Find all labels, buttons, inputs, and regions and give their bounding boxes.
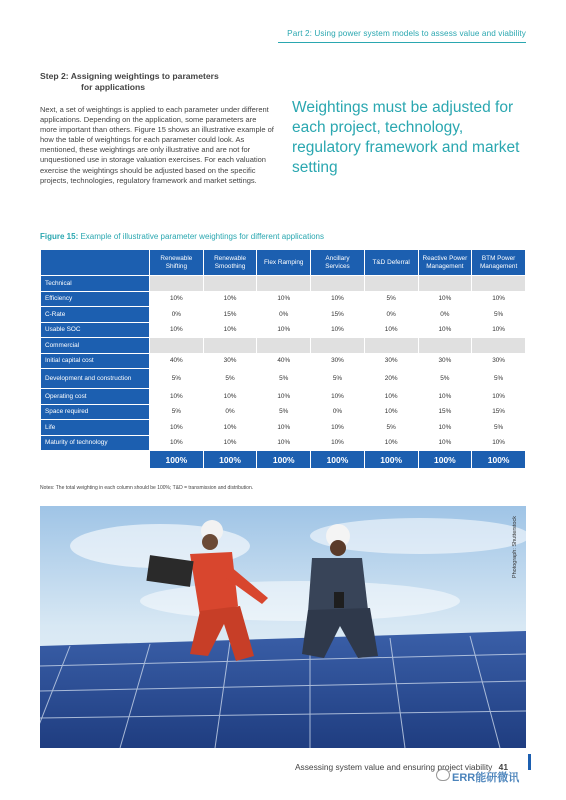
table-cell: 5% (150, 369, 203, 388)
solar-workers-photo (40, 506, 526, 748)
table-row (41, 307, 525, 322)
table-cell: 0% (257, 307, 310, 322)
table-cell (472, 338, 525, 353)
total-cell: 100% (419, 451, 472, 468)
table-cell: 10% (311, 420, 364, 435)
table-cell (419, 338, 472, 353)
total-cell: 100% (365, 451, 418, 468)
footer-title: Assessing system value and ensuring project viability (294, 762, 493, 772)
row-label: Life (41, 420, 149, 435)
table-cell: 10% (257, 420, 310, 435)
table-row (41, 323, 525, 338)
table-cell: 15% (472, 405, 525, 420)
table-cell (150, 338, 203, 353)
table-cell: 5% (419, 369, 472, 388)
header-rule (278, 42, 526, 43)
table-cell: 10% (150, 389, 203, 404)
table-cell: 30% (204, 354, 257, 369)
table-cell: 10% (311, 436, 364, 451)
photo-credit: Photograph: Shutterstock (512, 516, 518, 579)
table-cell: 10% (150, 323, 203, 338)
page-number: 41 (498, 762, 508, 772)
table-cell: 15% (419, 405, 472, 420)
table-cell: 10% (419, 389, 472, 404)
table-cell: 10% (257, 323, 310, 338)
table-cell: 10% (204, 323, 257, 338)
table-cell: 40% (150, 354, 203, 369)
running-head: Part 2: Using power system models to assess value and viability (287, 29, 526, 38)
table-cell: 0% (365, 307, 418, 322)
column-header: T&D Deferral (365, 250, 418, 275)
table-header-row (41, 250, 525, 275)
table-row (41, 420, 525, 435)
figure-caption-text: Example of illustrative parameter weightings for different applications (80, 232, 324, 241)
table-cell: 5% (365, 420, 418, 435)
total-cell: 100% (150, 451, 203, 468)
table-cell: 0% (150, 307, 203, 322)
table-cell: 5% (257, 369, 310, 388)
column-header: Renewable Shifting (150, 250, 203, 275)
page-marker (528, 754, 531, 770)
table-cell: 5% (472, 307, 525, 322)
table-cell: 5% (472, 369, 525, 388)
row-label: Commercial (41, 338, 149, 353)
table-cell: 10% (311, 292, 364, 307)
table-cell: 10% (472, 323, 525, 338)
row-label: Technical (41, 276, 149, 291)
table-cell: 10% (150, 436, 203, 451)
row-label: C-Rate (41, 307, 149, 322)
column-header: BTM Power Management (472, 250, 525, 275)
table-cell: 10% (365, 405, 418, 420)
table-cell: 10% (257, 292, 310, 307)
table-corner-cell (41, 250, 149, 275)
table-cell (311, 276, 364, 291)
table-cell: 10% (472, 292, 525, 307)
table-row (41, 436, 525, 451)
table-cell (150, 276, 203, 291)
table-cell (365, 338, 418, 353)
table-cell (472, 276, 525, 291)
step-heading-line1: Step 2: Assigning weightings to parameters (40, 71, 219, 81)
table-cell: 0% (204, 405, 257, 420)
table-section-row (41, 276, 525, 291)
table-cell: 10% (311, 323, 364, 338)
body-paragraph: Next, a set of weightings is applied to each parameter under different applications. Depending on the application, some parameters are more important than others. Figure 15 shows an illustrative example of how the table of weightings for each parameter could look. As mentioned, these weightings are only illustrative and are not for unquestioned use in storage valuation exercises. For each valuation exercise the weightings should be adjusted based on the specific projects, technologies, regulatory framework and market settings. (40, 105, 274, 185)
column-header: Ancillary Services (311, 250, 364, 275)
table-cell: 10% (257, 436, 310, 451)
table-cell: 30% (419, 354, 472, 369)
column-header: Reactive Power Management (419, 250, 472, 275)
row-label: Development and construction (41, 369, 149, 388)
step-heading (40, 71, 219, 93)
table-row (41, 369, 525, 388)
table-cell: 10% (419, 420, 472, 435)
table-cell: 10% (257, 389, 310, 404)
table-cell (365, 276, 418, 291)
table-row (41, 354, 525, 369)
row-label: Usable SOC (41, 323, 149, 338)
table-cell: 10% (472, 389, 525, 404)
watermark: ERR能研微讯 (452, 772, 520, 784)
table-row (41, 405, 525, 420)
table-cell: 10% (204, 436, 257, 451)
table-cell: 0% (311, 405, 364, 420)
table-cell: 30% (472, 354, 525, 369)
table-cell: 5% (150, 405, 203, 420)
step-heading-line2: for applications (81, 82, 145, 92)
table-total-row (41, 451, 525, 468)
table-cell: 10% (204, 292, 257, 307)
total-cell: 100% (311, 451, 364, 468)
table-cell: 10% (150, 292, 203, 307)
table-cell: 20% (365, 369, 418, 388)
table-cell: 10% (419, 292, 472, 307)
table-cell: 10% (419, 436, 472, 451)
table-cell: 10% (204, 389, 257, 404)
table-cell: 30% (311, 354, 364, 369)
table-cell: 5% (257, 405, 310, 420)
table-cell (419, 276, 472, 291)
total-label-blank (41, 451, 149, 468)
column-header: Flex Ramping (257, 250, 310, 275)
total-cell: 100% (472, 451, 525, 468)
table-cell: 10% (472, 436, 525, 451)
table-row (41, 292, 525, 307)
table-cell: 5% (472, 420, 525, 435)
pullquote: Weightings must be adjusted for each project, technology, regulatory framework and market setting (292, 99, 520, 176)
table-row (41, 389, 525, 404)
table-cell (204, 276, 257, 291)
weightings-table (40, 249, 526, 469)
table-cell: 15% (204, 307, 257, 322)
table-cell: 10% (311, 389, 364, 404)
table-cell: 10% (419, 323, 472, 338)
table-cell: 30% (365, 354, 418, 369)
row-label: Efficiency (41, 292, 149, 307)
table-cell: 40% (257, 354, 310, 369)
row-label: Initial capital cost (41, 354, 149, 369)
table-section-row (41, 338, 525, 353)
table-cell: 10% (365, 323, 418, 338)
total-cell: 100% (257, 451, 310, 468)
table-cell: 10% (150, 420, 203, 435)
row-label: Space required (41, 405, 149, 420)
figure-caption (40, 232, 324, 241)
row-label: Maturity of technology (41, 436, 149, 451)
table-cell: 10% (204, 420, 257, 435)
wechat-icon (436, 769, 450, 781)
table-cell (257, 338, 310, 353)
figure-label: Figure 15: (40, 232, 79, 241)
table-cell (311, 338, 364, 353)
table-cell: 5% (204, 369, 257, 388)
table-cell: 5% (365, 292, 418, 307)
table-notes: Notes: The total weighting in each column should be 100%; T&D = transmission and distribution. (40, 485, 254, 491)
total-cell: 100% (204, 451, 257, 468)
table-cell: 5% (311, 369, 364, 388)
table-cell: 0% (419, 307, 472, 322)
column-header: Renewable Smoothing (204, 250, 257, 275)
table-cell: 10% (365, 436, 418, 451)
table-cell (204, 338, 257, 353)
table-cell: 15% (311, 307, 364, 322)
table-cell (257, 276, 310, 291)
row-label: Operating cost (41, 389, 149, 404)
table-cell: 10% (365, 389, 418, 404)
